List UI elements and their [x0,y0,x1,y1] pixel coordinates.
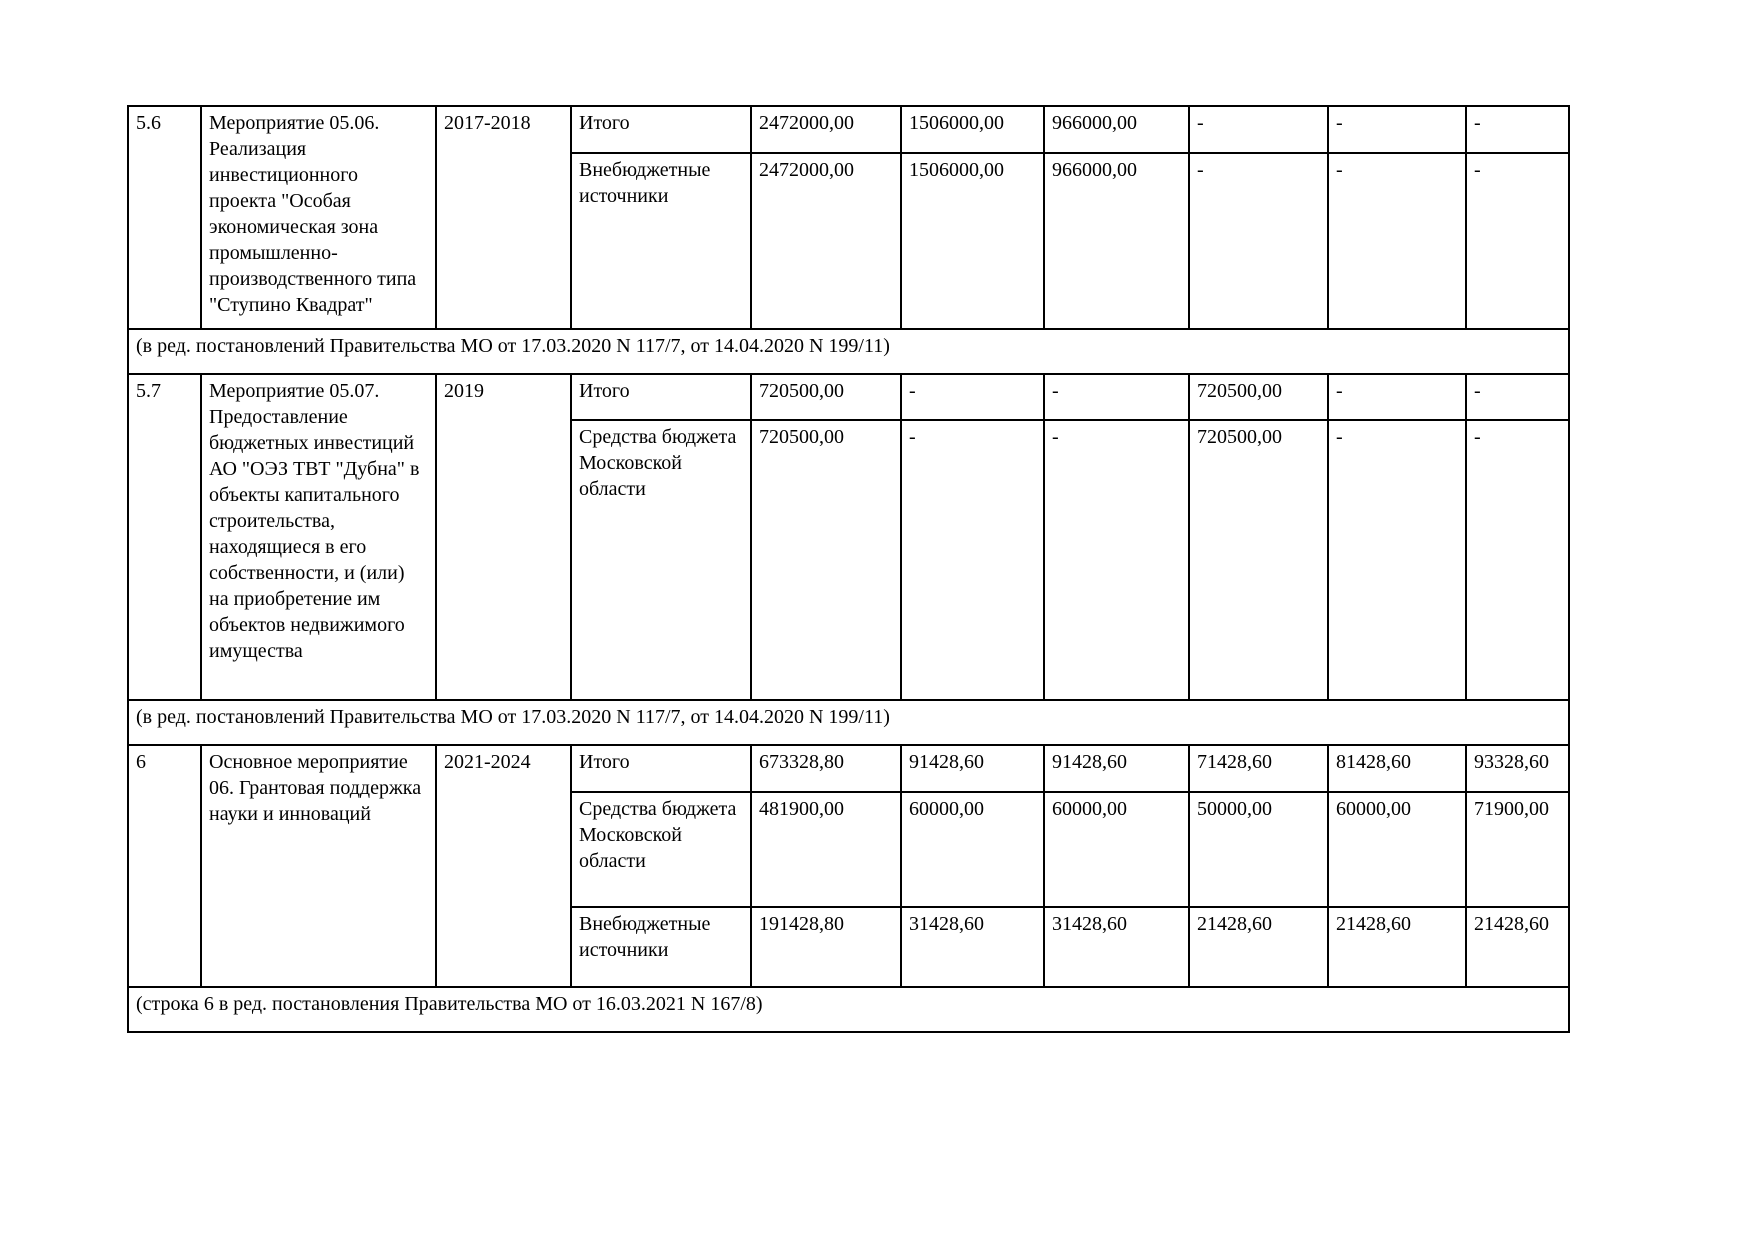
row-description: Основное мероприятие 06. Грантовая поддержка науки и инноваций [201,745,436,987]
row-years: 2021-2024 [436,745,571,987]
amount-cell: 31428,60 [1044,907,1189,987]
amount-cell: 720500,00 [1189,420,1328,700]
program-financing-table [127,105,1570,1033]
amount-cell: 21428,60 [1466,907,1569,987]
amount-cell: - [1328,106,1466,153]
row-description: Мероприятие 05.07. Предоставление бюджетных инвестиций АО "ОЭЗ ТВТ "Дубна" в объекты капитального строительства, находящиеся в его собственности, и (или) на приобретение им объектов недвижимого имущества [201,374,436,700]
funding-source: Итого [571,106,751,153]
amount-cell: 720500,00 [1189,374,1328,420]
row-number: 5.7 [128,374,201,700]
amount-cell: 91428,60 [901,745,1044,792]
amendment-note: (строка 6 в ред. постановления Правительства МО от 16.03.2021 N 167/8) [128,987,1569,1032]
row-description: Мероприятие 05.06. Реализация инвестиционного проекта "Особая экономическая зона промышленно-производственного типа "Ступино Квадрат" [201,106,436,329]
amendment-note-row [128,700,1569,745]
table-row [128,745,1569,792]
amount-cell: 1506000,00 [901,106,1044,153]
amount-cell: 966000,00 [1044,106,1189,153]
amount-cell: 720500,00 [751,374,901,420]
amount-cell: 720500,00 [751,420,901,700]
row-number: 5.6 [128,106,201,329]
funding-source: Средства бюджета Московской области [571,420,751,700]
row-years: 2019 [436,374,571,700]
amount-cell: 21428,60 [1189,907,1328,987]
funding-source: Внебюджетные источники [571,907,751,987]
funding-source: Средства бюджета Московской области [571,792,751,907]
table-row [128,374,1569,420]
amount-cell: - [1466,106,1569,153]
amount-cell: 1506000,00 [901,153,1044,329]
amount-cell: 91428,60 [1044,745,1189,792]
amendment-note: (в ред. постановлений Правительства МО от 17.03.2020 N 117/7, от 14.04.2020 N 199/11) [128,700,1569,745]
amount-cell: - [1189,106,1328,153]
amount-cell: 966000,00 [1044,153,1189,329]
amount-cell: - [1328,153,1466,329]
amount-cell: 71428,60 [1189,745,1328,792]
amount-cell: 191428,80 [751,907,901,987]
amount-cell: 60000,00 [1044,792,1189,907]
amount-cell: - [901,374,1044,420]
amount-cell: 31428,60 [901,907,1044,987]
funding-source: Итого [571,374,751,420]
row-number: 6 [128,745,201,987]
row-years: 2017-2018 [436,106,571,329]
measures-table-body [128,106,1569,1032]
amount-cell: - [1044,420,1189,700]
amount-cell: 60000,00 [901,792,1044,907]
amount-cell: - [1466,420,1569,700]
amendment-note-row [128,987,1569,1032]
amount-cell: 50000,00 [1189,792,1328,907]
amount-cell: 93328,60 [1466,745,1569,792]
amount-cell: - [1328,374,1466,420]
amount-cell: - [1466,153,1569,329]
table-row [128,106,1569,153]
funding-source: Итого [571,745,751,792]
funding-source: Внебюджетные источники [571,153,751,329]
amendment-note-row [128,329,1569,374]
amount-cell: - [1328,420,1466,700]
amount-cell: 71900,00 [1466,792,1569,907]
amount-cell: - [1044,374,1189,420]
amount-cell: - [901,420,1044,700]
amount-cell: 81428,60 [1328,745,1466,792]
amount-cell: 481900,00 [751,792,901,907]
amount-cell: - [1189,153,1328,329]
amendment-note: (в ред. постановлений Правительства МО от 17.03.2020 N 117/7, от 14.04.2020 N 199/11) [128,329,1569,374]
amount-cell: 673328,80 [751,745,901,792]
amount-cell: 2472000,00 [751,106,901,153]
amount-cell: 21428,60 [1328,907,1466,987]
amount-cell: - [1466,374,1569,420]
amount-cell: 2472000,00 [751,153,901,329]
amount-cell: 60000,00 [1328,792,1466,907]
